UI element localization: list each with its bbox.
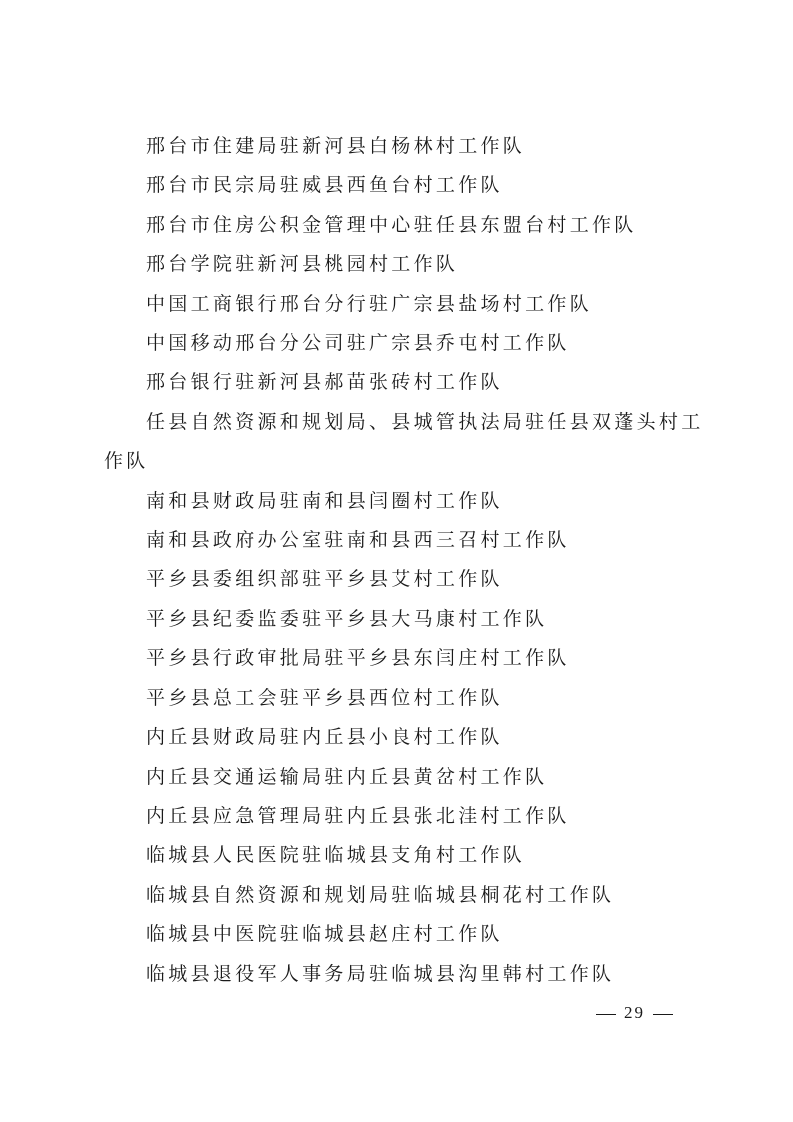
list-item: 平乡县纪委监委驻平乡县大马康村工作队 xyxy=(146,607,548,630)
list-item: 邢台银行驻新河县郝苗张砖村工作队 xyxy=(146,371,503,394)
list-item: 临城县自然资源和规划局驻临城县桐花村工作队 xyxy=(146,883,615,906)
list-item: 南和县财政局驻南和县闫圈村工作队 xyxy=(146,489,503,512)
list-item: 内丘县交通运输局驻内丘县黄岔村工作队 xyxy=(146,765,548,788)
list-item: 平乡县行政审批局驻平乡县东闫庄村工作队 xyxy=(146,647,570,670)
work-team-list xyxy=(104,127,704,994)
list-item: 内丘县财政局驻内丘县小良村工作队 xyxy=(146,726,503,749)
list-item: 临城县中医院驻临城县赵庄村工作队 xyxy=(146,923,503,946)
list-item: 平乡县总工会驻平乡县西位村工作队 xyxy=(146,686,503,709)
list-item: 内丘县应急管理局驻内丘县张北洼村工作队 xyxy=(146,804,570,827)
list-item: 任县自然资源和规划局、县城管执法局驻任县双蓬头村工作队 xyxy=(104,410,704,473)
left-dash xyxy=(596,1014,616,1015)
list-item: 临城县退役军人事务局驻临城县沟里韩村工作队 xyxy=(146,962,615,985)
list-item: 邢台市住房公积金管理中心驻任县东盟台村工作队 xyxy=(146,213,637,236)
list-item: 邢台市住建局驻新河县白杨林村工作队 xyxy=(146,135,526,157)
list-item: 邢台学院驻新河县桃园村工作队 xyxy=(146,253,459,276)
page-number xyxy=(588,1003,681,1023)
list-item: 南和县政府办公室驻南和县西三召村工作队 xyxy=(146,529,570,552)
list-item: 中国移动邢台分公司驻广宗县乔屯村工作队 xyxy=(146,332,570,355)
list-item: 临城县人民医院驻临城县支角村工作队 xyxy=(146,844,526,867)
page-number-value: 29 xyxy=(624,1003,645,1022)
right-dash xyxy=(653,1014,673,1015)
list-item: 中国工商银行邢台分行驻广宗县盐场村工作队 xyxy=(146,292,593,315)
list-item: 邢台市民宗局驻威县西鱼台村工作队 xyxy=(146,174,503,197)
list-item: 平乡县委组织部驻平乡县艾村工作队 xyxy=(146,568,503,591)
